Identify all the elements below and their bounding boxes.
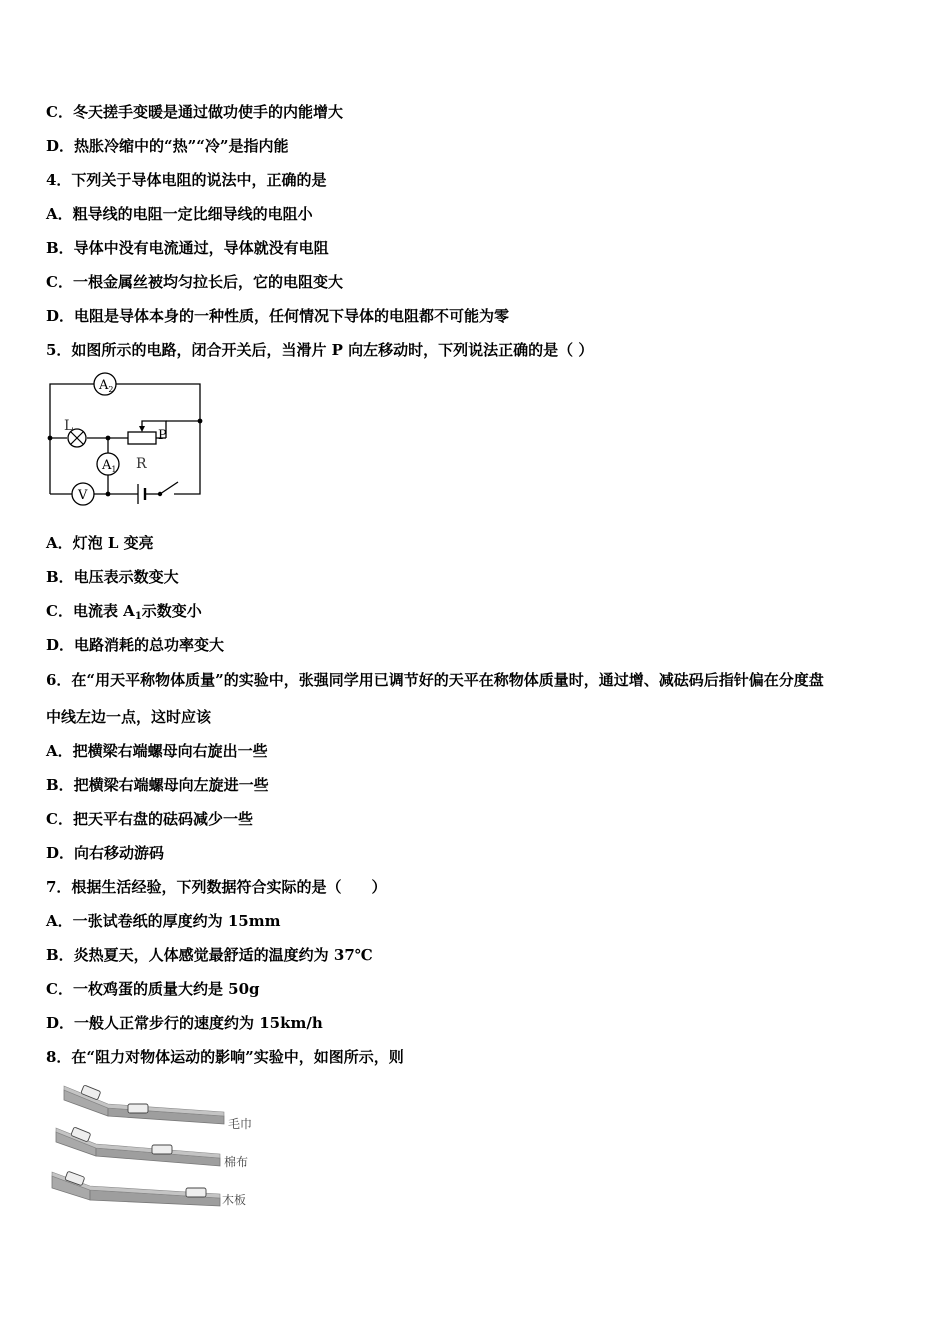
ramp-wood bbox=[52, 1171, 220, 1206]
q7-option-d: D．一般人正常步行的速度约为 15km/h bbox=[46, 1014, 323, 1032]
a2-subscript: 2 bbox=[108, 385, 114, 394]
q7-option-a: A．一张试卷纸的厚度约为 15mm bbox=[46, 912, 281, 930]
q6-stem-continued: 中线左边一点，这时应该 bbox=[46, 708, 212, 726]
q6-option-c: C．把天平右盘的砝码减少一些 bbox=[46, 810, 253, 828]
q5-option-a: A．灯泡 L 变亮 bbox=[46, 534, 154, 552]
q5-option-c-text: C．电流表 A bbox=[46, 602, 135, 620]
lamp-label: L bbox=[64, 418, 74, 434]
q8-stem: 8．在“阻力对物体运动的影响”实验中，如图所示，则 bbox=[46, 1048, 404, 1066]
q5-option-c bbox=[46, 601, 202, 627]
a1-label: A bbox=[102, 458, 112, 473]
q4-stem: 4．下列关于导体电阻的说法中，正确的是 bbox=[46, 171, 327, 189]
resistor-label: R bbox=[136, 456, 147, 472]
voltmeter-label: V bbox=[78, 488, 88, 503]
q4-option-d: D．电阻是导体本身的一种性质，任何情况下导体的电阻都不可能为零 bbox=[46, 307, 510, 325]
a2-label: A bbox=[99, 378, 109, 393]
surface-cotton-label: 棉布 bbox=[224, 1155, 249, 1169]
surface-wood-label: 木板 bbox=[222, 1193, 247, 1207]
q7-option-c: C．一枚鸡蛋的质量大约是 50g bbox=[46, 980, 260, 998]
q3-option-d: D．热胀冷缩中的“热”“冷”是指内能 bbox=[46, 137, 289, 155]
q7-option-b: B．炎热夏天，人体感觉最舒适的温度约为 37℃ bbox=[46, 946, 373, 964]
ramp-cotton bbox=[56, 1127, 220, 1166]
q6-option-d: D．向右移动游码 bbox=[46, 844, 165, 862]
q6-option-a: A．把横梁右端螺母向右旋出一些 bbox=[46, 742, 268, 760]
q3-option-c: C．冬天搓手变暖是通过做功使手的内能增大 bbox=[46, 103, 343, 121]
a1-subscript: 1 bbox=[111, 465, 117, 474]
q4-option-a: A．粗导线的电阻一定比细导线的电阻小 bbox=[46, 205, 313, 223]
q5-option-d: D．电路消耗的总功率变大 bbox=[46, 636, 225, 654]
q6-stem: 6．在“用天平称物体质量”的实验中，张强同学用已调节好的天平在称物体质量时，通过增、减砝码后指针偏在分度盘 bbox=[46, 671, 824, 689]
q5-option-b: B．电压表示数变大 bbox=[46, 568, 179, 586]
q5-option-c-sub: 1 bbox=[134, 611, 142, 622]
q7-stem: 7．根据生活经验，下列数据符合实际的是（ ） bbox=[46, 878, 387, 896]
q5-stem: 5．如图所示的电路，闭合开关后，当滑片 P 向左移动时，下列说法正确的是（ ） bbox=[46, 341, 594, 359]
ramp-towel bbox=[64, 1085, 224, 1124]
ramp-experiment-figure bbox=[48, 1078, 268, 1218]
q6-option-b: B．把横梁右端螺母向左旋进一些 bbox=[46, 776, 269, 794]
q4-option-b: B．导体中没有电流通过，导体就没有电阻 bbox=[46, 239, 329, 257]
q5-option-c-text-end: 示数变小 bbox=[141, 602, 202, 620]
slider-label: P bbox=[158, 428, 167, 443]
surface-towel-label: 毛巾 bbox=[228, 1117, 253, 1131]
circuit-diagram bbox=[42, 368, 217, 508]
q4-option-c: C．一根金属丝被均匀拉长后，它的电阻变大 bbox=[46, 273, 343, 291]
